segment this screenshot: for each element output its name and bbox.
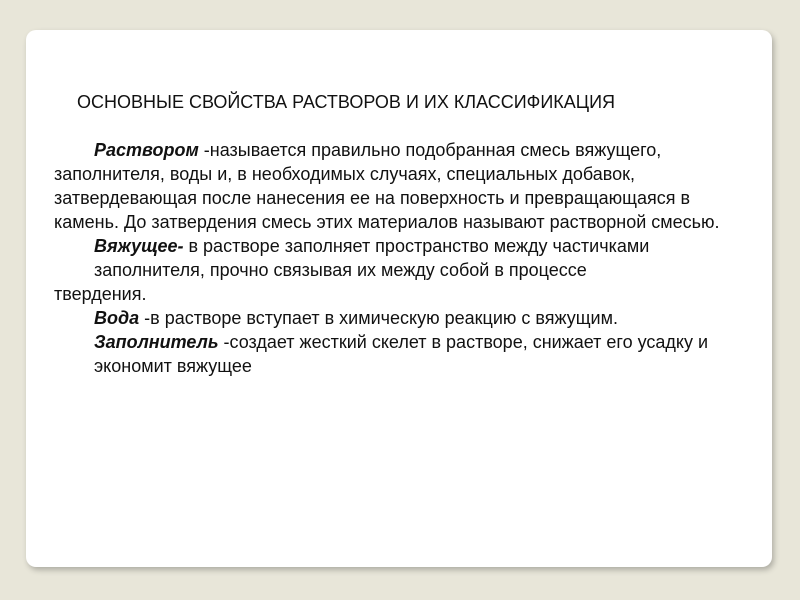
slide-title: ОСНОВНЫЕ СВОЙСТВА РАСТВОРОВ И ИХ КЛАССИФИКАЦИЯ	[77, 92, 616, 112]
term-water: Вода	[94, 308, 140, 328]
definition-text-water: -в растворе вступает в химическую реакцию с вяжущим.	[139, 308, 618, 328]
slide-body	[54, 138, 744, 378]
definition-text-filler: -создает жесткий скелет в растворе, снижает его усадку и экономит вяжущее	[94, 332, 709, 376]
term-binder: Вяжущее-	[94, 236, 184, 256]
definition-text-binder-tail: твердения.	[54, 284, 147, 304]
definition-paragraph-filler	[54, 330, 744, 378]
slide-card	[26, 30, 772, 567]
definition-paragraph-binder	[54, 234, 744, 306]
term-filler: Заполнитель	[94, 332, 219, 352]
definition-text-mortar: -называется правильно подобранная смесь вяжущего, заполнителя, воды и, в необходимых случаях, специальных добавок, затвердевающая после нанесения ее на поверхность и превращающаяся в камень. До затвердения смесь этих материалов называют растворной смесью.	[54, 140, 720, 232]
definition-paragraph-water	[54, 306, 744, 330]
definition-paragraph-mortar	[54, 138, 744, 234]
definition-text-binder: в растворе заполняет пространство между частичками заполнителя, прочно связывая их между собой в процессе	[94, 236, 650, 280]
term-mortar: Раствором	[94, 140, 199, 160]
